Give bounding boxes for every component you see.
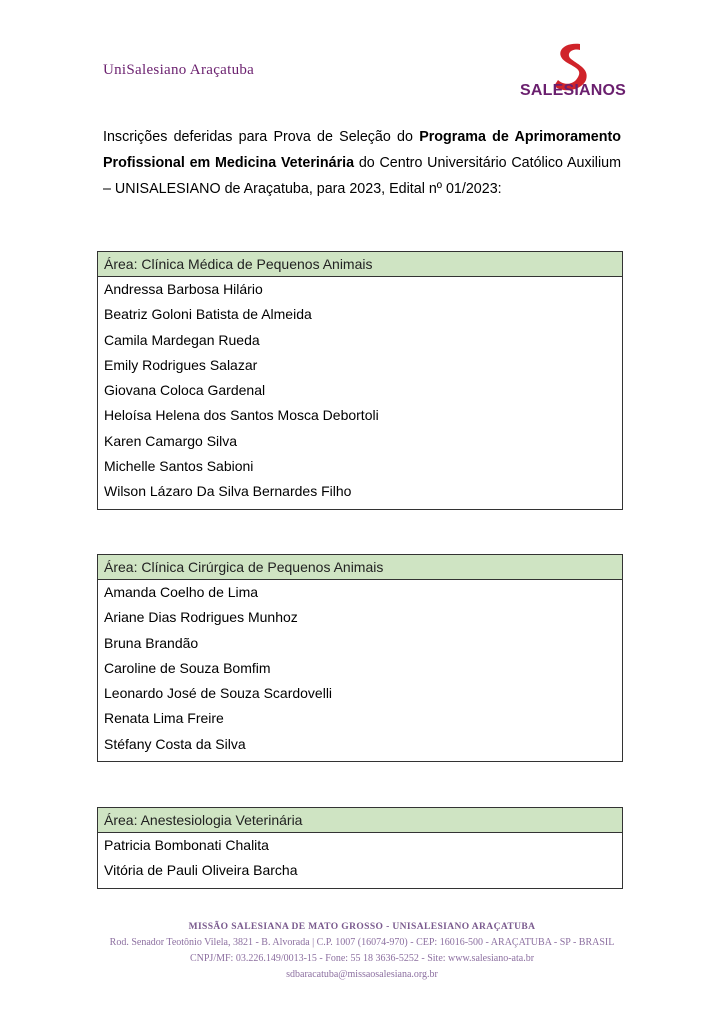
candidate-name: Vitória de Pauli Oliveira Barcha [104, 862, 298, 879]
area-table-clinica-medica [97, 251, 623, 510]
candidate-name: Renata Lima Freire [104, 710, 224, 727]
candidate-name: Ariane Dias Rodrigues Munhoz [104, 609, 298, 626]
intro-text-1: Inscrições deferidas para Prova de Seleção do [103, 129, 420, 145]
candidate-name: Michelle Santos Sabioni [104, 458, 254, 475]
intro-text-2: do Centro Universitário Católico Auxilium – UNISALESIANO de Araçatuba, para 2023, Edital nº 01/2023: [103, 155, 622, 197]
candidate-name: Giovana Coloca Gardenal [104, 382, 266, 399]
footer-organization: MISSÃO SALESIANA DE MATO GROSSO - UNISALESIANO ARAÇATUBA [188, 922, 536, 932]
area-table-clinica-cirurgica [97, 554, 623, 762]
area-title: Área: Clínica Médica de Pequenos Animais [98, 252, 622, 277]
footer-email: sdbaracatuba@missaosalesiana.org.br [286, 969, 438, 980]
candidate-name: Heloísa Helena dos Santos Mosca Debortoli [104, 407, 379, 424]
candidate-name: Camila Mardegan Rueda [104, 331, 260, 348]
candidate-name: Caroline de Souza Bomfim [104, 659, 271, 676]
candidate-name: Patricia Bombonati Chalita [104, 837, 269, 853]
candidate-name: Emily Rodrigues Salazar [104, 356, 258, 373]
intro-paragraph [103, 124, 621, 202]
candidate-name: Beatriz Goloni Batista de Almeida [104, 306, 312, 323]
candidate-name: Karen Camargo Silva [104, 432, 238, 449]
candidate-name: Bruna Brandão [104, 634, 199, 651]
footer-address: Rod. Senador Teotônio Vilela, 3821 - B. Alvorada | C.P. 1007 (16074-970) - CEP: 16016-500 - ARAÇATUBA - SP - BRASIL [109, 937, 615, 948]
area-title: Área: Clínica Cirúrgica de Pequenos Animais [98, 555, 622, 580]
institution-name: UniSalesiano Araçatuba [103, 62, 255, 78]
candidate-name: Stéfany Costa da Silva [104, 735, 246, 752]
intro-program-name: Programa de Aprimoramento Profissional em Medicina Veterinária [103, 129, 621, 171]
area-title: Área: Anestesiologia Veterinária [98, 808, 622, 833]
candidate-name: Amanda Coelho de Lima [104, 584, 259, 600]
logo-wordmark: SALESIANOS [519, 82, 626, 99]
candidate-name: Leonardo José de Souza Scardovelli [104, 685, 333, 702]
area-table-anestesiologia [97, 807, 623, 889]
candidate-name: Wilson Lázaro Da Silva Bernardes Filho [104, 483, 352, 500]
footer-contact: CNPJ/MF: 03.226.149/0013-15 - Fone: 55 18 3636-5252 - Site: www.salesiano-ata.br [189, 953, 535, 964]
candidate-name: Andressa Barbosa Hilário [104, 281, 263, 297]
